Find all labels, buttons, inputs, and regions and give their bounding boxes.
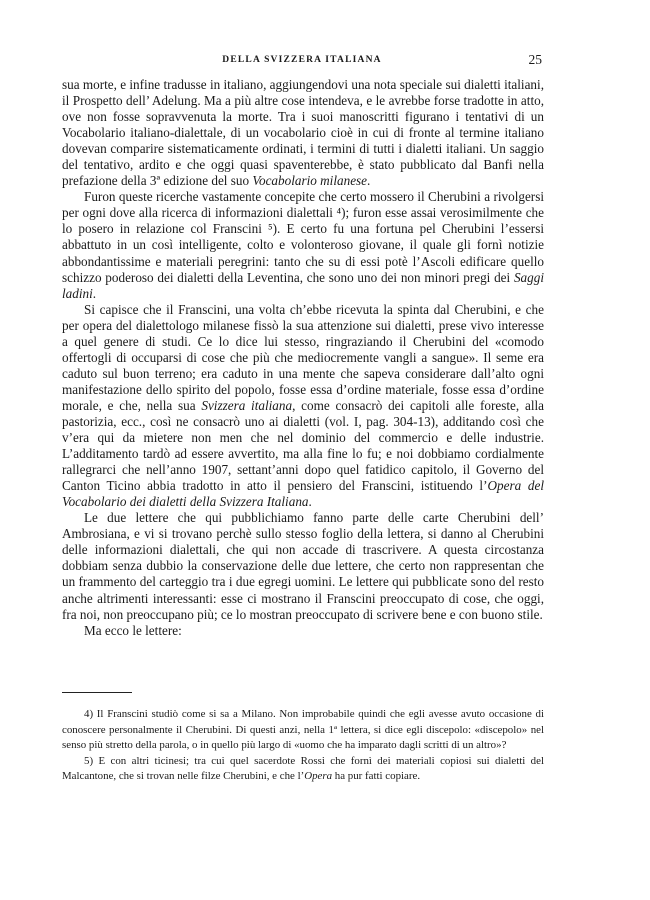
italic-title: Saggi ladini [62, 269, 544, 301]
running-title: DELLA SVIZZERA ITALIANA [222, 55, 382, 65]
italic-title: Svizzera italiana [201, 397, 293, 413]
paragraph-text: Si capisce che il Franscini, una volta ch’ebbe ricevuta la spinta dal Cherubini, e che per opera del dialettologo milanese fissò la sua attenzione sui dialetti, prese vivo interesse a quel genere di studi. Ce lo dice lui stesso, ringraziando il Cherubini del «comodo offertogli di occuparsi di cose che più che mediocremente vangli a sangue». Il seme era caduto sul buon terreno; era caduto in una mente che sapeva considerare dall’alto ogni manifestazione dello spirito del popolo, fosse essa d’ordine materiale, fosse essa d’ordine morale, e che, nella sua [62, 301, 544, 413]
italic-title: Opera [304, 770, 333, 783]
footnote [62, 754, 544, 785]
footnote-text: ha pur fatti copiare. [332, 770, 421, 783]
paragraph [62, 189, 544, 301]
italic-title: Vocabolario milanese [252, 173, 368, 189]
page-header [62, 52, 542, 68]
footnote-text: 5) E con altri ticinesi; tra cui quel sacerdote Rossi che fornì dei materiali copiosi sui dialetti del Malcantone, che si trovan nelle filze Cherubini, e che l’ [62, 754, 544, 783]
paragraph-text: . [308, 494, 312, 510]
footnote-separator [62, 692, 132, 693]
italic-title: Opera del Vocabolario dei dialetti della Svizzera Italiana [62, 478, 544, 510]
page-number: 25 [528, 52, 542, 67]
footnote-text: 4) Il Franscini studiò come si sa a Milano. Non improbabile quindi che egli avesse avuto occasione di conoscere personalmente il Cherubini. Di questi anzi, nella 1ª lettera, si dice egli discepolo: «discepolo» nel senso più stretto della parola, o in quello più largo di «uomo che ha imparato dagli scritti di un altro»? [62, 708, 544, 752]
main-text [62, 77, 544, 639]
footnote [62, 707, 544, 754]
paragraph-text: sua morte, e infine tradusse in italiano, aggiungendovi una nota speciale sui dialetti italiani, il Prospetto dell’ Adelung. Ma a più altre cose intendeva, e le avrebbe forse tradotte in atto, ove non fosse sopravvenuta la morte. Tra i suoi manoscritti figurano i tentativi di un Vocabolario italiano-dialettale, di un vocabolario cioè in cui di fronte al termine italiano dovevan comparire sistematicamente ordinati, i termini di tutti i dialetti italiani. Un saggio del tentativo, ardito e che oggi quasi spaventerebbe, è stato pubblicato dal Banfi nella prefazione della 3ª edizione del suo [62, 77, 544, 189]
footnotes [62, 707, 544, 785]
paragraph [62, 623, 544, 639]
paragraph-text: Le due lettere che qui pubblichiamo fanno parte delle carte Cherubini dell’ Ambrosiana, e vi si trovano perchè sullo stesso foglio della lettera, si danno al Cherubini delle informazioni dialettali, che qui non accade di trascrivere. A questa circostanza dobbiam senza dubbio la conservazione delle due lettere, che certo non rappresentan che un frammento del carteggio tra i due egregi uomini. Le lettere qui pubblicate sono del resto anche altrimenti interessanti: esse ci mostrano il Franscini preoccupato di cose, che oggi, fra noi, non preoccupano più; ce lo mostran preoccupato di scrivere bene e con buono stile. [62, 510, 544, 622]
paragraph-text: . [367, 173, 371, 189]
paragraph [62, 510, 544, 622]
paragraph-text: , come consacrò dei capitoli alle foreste, alla pastorizia, ecc., così ne consacrò uno ai dialetti (vol. I, pag. 304-13), additando così che v’era qui da mietere non men che nel dominio del commercio e delle industrie. L’additamento tardò ad essere avvertito, ma alla fine lo fu; e noi dobbiamo cordialmente rallegrarci che nell’anno 1907, settant’anni dopo quel fatidico capitolo, il Governo del Canton Ticino abbia tradotto in atto il pensiero del Franscini, istituendo l’ [62, 397, 544, 494]
paragraph [62, 77, 544, 189]
paragraph-text: Furon queste ricerche vastamente concepite che certo mossero il Cherubini a rivolgersi per ogni dove alla ricerca di informazioni dialettali ⁴); furon esse assai verosimilmente che lo posero in relazione col Franscini ⁵). E certo fu una fortuna pel Cherubini l’essersi abbattuto in un così intelligente, colto e volonteroso giovane, il quale gli fornì notizie abbondantissime e materiali peregrini: tanto che su di essi potè l’Ascoli edificare quello schizzo poderoso dei dialetti della Leventina, che sono uno dei non minori pregi dei [62, 189, 544, 285]
paragraph [62, 302, 544, 511]
paragraph-text: . [92, 285, 97, 301]
paragraph-text: Ma ecco le lettere: [84, 622, 182, 638]
